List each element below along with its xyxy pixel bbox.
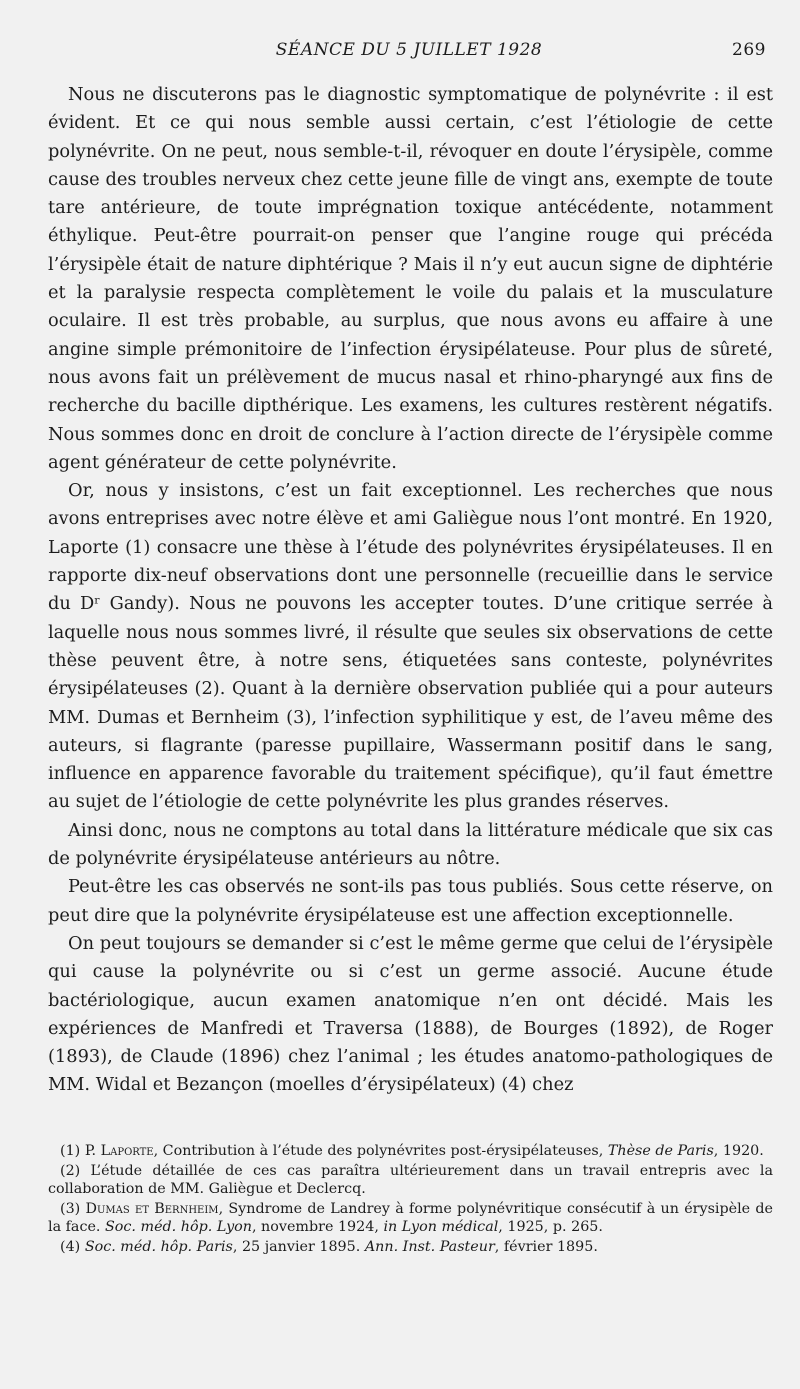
paragraph: Nous ne discuterons pas le diagnostic symptomatique de polynévrite : il est évident. Et ce qui nous semble aussi certain, c’est l’étiologie de cette polynévrite. On ne peut, nous semble-t-il, révoquer en doute l’érysipèle, comme cause des troubles nerveux chez cette jeune fille de vingt ans, exempte de toute tare antérieure, de toute imprégnation toxique antécédente, notamment éthylique. Peut-être pourrait-on penser que l’angine rouge qui précéda l’érysipèle était de nature diphtérique ? Mais il n’y eut aucun signe de diphtérie et la paralysie respecta complètement le voile du palais et la musculature oculaire. Il est très probable, au surplus, que nous avons eu affaire à une angine simple prémonitoire de l’infection érysipélateuse. Pour plus de sûreté, nous avons fait un prélèvement de mucus nasal et rhino-pharyngé aux fins de recherche du bacille dipthérique. Les examens, les cultures restèrent négatifs. Nous sommes donc en droit de conclure à l’action directe de l’érysipèle comme agent générateur de cette polynévrite. [48, 84, 773, 473]
footnote [48, 1142, 773, 1161]
body-text [48, 81, 773, 1100]
footnote [48, 1238, 773, 1257]
paragraph: On peut toujours se demander si c’est le même germe que celui de l’érysipèle qui cause la polynévrite ou si c’est un germe associé. Aucune étude bactériologique, aucun examen anatomique n’en ont décidé. Mais les expériences de Manfredi et Traversa (1888), de Bourges (1892), de Roger (1893), de Claude (1896) chez l’animal ; les études anatomo-pathologiques de MM. Widal et Bezançon (moelles d’érysipélateux) (4) chez [48, 932, 773, 1096]
footnote: (2) L’étude détaillée de ces cas paraîtra ultérieurement dans un travail entrepris avec la collaboration de MM. Galiègue et Declercq. [48, 1162, 773, 1197]
footnote-end: , février 1895. [494, 1238, 598, 1255]
footnote-text: , Contribution à l’étude des polynévrites post-érysipélateuses, [153, 1143, 604, 1159]
paragraph: Ainsi donc, nous ne comptons au total dans la littérature médicale que six cas de polynévrite érysipélateuse antérieurs au nôtre. [48, 819, 773, 870]
footnote-date: , 25 janvier 1895. [232, 1238, 361, 1255]
paragraph: Peut-être les cas observés ne sont-ils pas tous publiés. Sous cette réserve, on peut dire que la polynévrite érysipélateuse est une affection exceptionnelle. [48, 876, 773, 926]
footnote-mark: (1) [60, 1143, 81, 1159]
footnote-year: , 1920. [713, 1143, 764, 1159]
footnote-author: P. Laporte [84, 1143, 154, 1159]
footnote-source-2: in Lyon médical [383, 1219, 499, 1235]
footnote-mark: (4) [60, 1238, 81, 1255]
page-header [48, 40, 770, 66]
footnote-date: , novembre 1924, [251, 1219, 379, 1235]
footnote-text: , Syndrome de Landrey à forme polynévritique consécutif à un érysipèle de la face. [48, 1200, 774, 1235]
page-number: 269 [732, 40, 766, 60]
running-head: SÉANCE DU 5 JUILLET 1928 [275, 40, 543, 60]
footnote-mark: (3) [60, 1200, 81, 1217]
footnote-source-2: Ann. Inst. Pasteur [364, 1238, 495, 1255]
footnote-end: , 1925, p. 265. [498, 1219, 603, 1235]
footnotes [48, 1142, 773, 1257]
footnote-source: Soc. méd. hôp. Lyon [105, 1219, 252, 1235]
footnote-source: Soc. méd. hôp. Paris [84, 1238, 233, 1255]
footnote-author: Dumas et Bernheim [85, 1200, 219, 1217]
footnote-source: Thèse de Paris [607, 1143, 714, 1159]
paragraph: Or, nous y insistons, c’est un fait exceptionnel. Les recherches que nous avons entreprises avec notre élève et ami Galiègue nous l’ont montré. En 1920, Laporte (1) consacre une thèse à l’étude des polynévrites érysipélateuses. Il en rapporte dix-neuf observations dont une personnelle (recueillie dans le service du Dʳ Gandy). Nous ne pouvons les accepter toutes. D’une critique serrée à laquelle nous nous sommes livré, il résulte que seules six observations de cette thèse peuvent être, à notre sens, étiquetées sans conteste, polynévrites érysipélateuses (2). Quant à la dernière observation publiée qui a pour auteurs MM. Dumas et Bernheim (3), l’infection syphilitique y est, de l’aveu même des auteurs, si flagrante (paresse pupillaire, Wassermann positif dans le sang, influence en apparence favorable du traitement spécifique), qu’il faut émettre au sujet de l’étiologie de cette polynévrite les plus grandes réserves. [48, 480, 773, 813]
footnote [48, 1200, 773, 1237]
